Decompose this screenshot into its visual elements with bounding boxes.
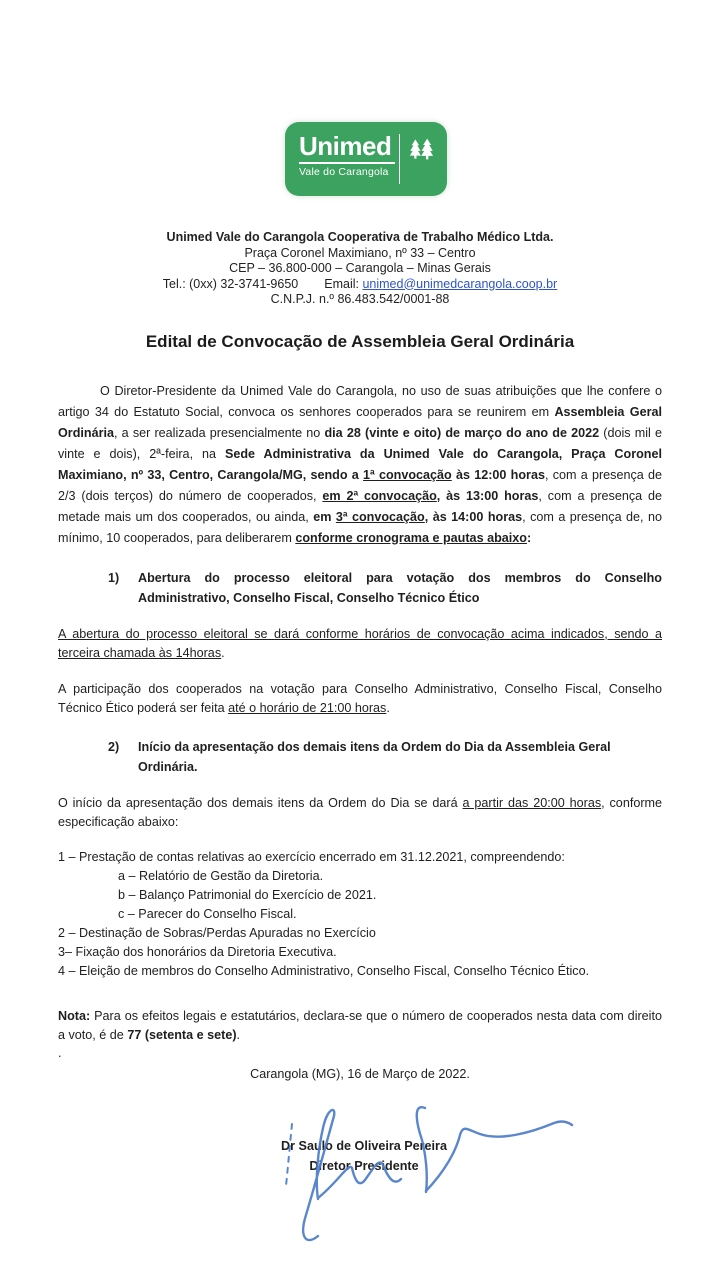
intro-paragraph: O Diretor-Presidente da Unimed Vale do Carangola, no uso de suas atribuições que lhe confere o artigo 34 do Estatuto Social, convoca os senhores cooperados para se reunirem em Assembleia Geral Ordinária, a ser realizada presencialmente no dia 28 (vinte e oito) de março do ano de 2022 (dois mil e vinte e dois), 2ª-feira, na Sede Administrativa da Unimed Vale do Carangola, Praça Coronel Maximiano, nº 33, Centro, Carangola/MG, sendo a 1ª convocação às 12:00 horas, com a presença de 2/3 (dois terços) do número de cooperados, em 2ª convocação, às 13:00 horas, com a presença de metade mais um dos cooperados, ou ainda, em 3ª convocação, às 14:00 horas, com a presença de, no mínimo, 10 cooperados, para deliberarem conforme cronograma e pautas abaixo: [58, 383, 663, 545]
agenda-item-2 [58, 737, 662, 777]
ordem-line-1: 1 – Prestação de contas relativas ao exercício encerrado em 31.12.2021, compreendendo: [58, 849, 565, 864]
logo-vertical-divider [399, 134, 400, 184]
logo-text-block [299, 132, 395, 188]
logo-brand-text: Unimed [299, 131, 392, 161]
document-page [0, 122, 720, 1270]
participacao-paragraph: A participação dos cooperados na votação para Conselho Administrativo, Conselho Fiscal, Conselho Técnico Ético poderá ser feita até o horário de 21:00 horas. [58, 681, 662, 715]
ordem-line-3: 3– Fixação dos honorários da Diretoria Executiva. [58, 944, 337, 959]
company-cep: CEP – 36.800-000 – Carangola – Minas Gerais [229, 261, 491, 275]
ordem-line-1c: c – Parecer do Conselho Fiscal. [118, 906, 297, 921]
signer-name: Dr Saulo de Oliveira Pereira [281, 1138, 447, 1153]
nota-paragraph: Nota: Para os efeitos legais e estatutários, declara-se que o número de cooperados nesta data com direito a voto, é de 77 (setenta e sete). [58, 1008, 662, 1042]
logo-divider [299, 162, 395, 164]
document-body [58, 381, 662, 1176]
agenda-item-1-text: Abertura do processo eleitoral para votação dos membros do Conselho Administrativo, Conselho Fiscal, Conselho Técnico Ético [138, 570, 662, 605]
ordem-do-dia-list [58, 848, 662, 981]
company-contact-line [0, 277, 720, 293]
ordem-line-2: 2 – Destinação de Sobras/Perdas Apuradas no Exercício [58, 925, 376, 940]
company-cnpj: C.N.P.J. n.º 86.483.542/0001-88 [270, 292, 450, 306]
inicio-paragraph: O início da apresentação dos demais itens da Ordem do Dia se dará a partir das 20:00 horas, conforme especificação abaixo: [58, 795, 663, 829]
ordem-line-4: 4 – Eleição de membros do Conselho Administrativo, Conselho Fiscal, Conselho Técnico Ético. [58, 963, 590, 978]
agenda-item-2-text: Início da apresentação dos demais itens da Ordem do Dia da Assembleia Geral Ordinária. [138, 739, 611, 774]
pine-trees-icon [408, 134, 435, 164]
stray-period: . [58, 1045, 62, 1060]
abertura-paragraph: A abertura do processo eleitoral se dará conforme horários de convocação acima indicados, sendo a terceira chamada às 14horas. [58, 626, 662, 660]
agenda-item-2-number: 2) [108, 739, 120, 754]
logo-subtitle-text: Vale do Carangola [299, 166, 389, 178]
ordem-line-1b: b – Balanço Patrimonial do Exercício de 2021. [118, 887, 377, 902]
email-label: Email: [324, 276, 359, 291]
ordem-line-1a: a – Relatório de Gestão da Diretoria. [118, 868, 324, 883]
company-address: Praça Coronel Maximiano, nº 33 – Centro [244, 245, 476, 260]
agenda-item-1 [58, 568, 662, 608]
document-title: Edital de Convocação de Assembleia Geral Ordinária [145, 331, 575, 351]
email-link[interactable]: unimed@unimedcarangola.coop.br [362, 276, 558, 291]
unimed-logo [285, 122, 447, 196]
agenda-item-1-number: 1) [108, 570, 120, 585]
company-name: Unimed Vale do Carangola Cooperativa de Trabalho Médico Ltda. [166, 230, 554, 244]
letterhead [0, 230, 720, 308]
company-tel: Tel.: (0xx) 32-3741-9650 [162, 276, 299, 291]
dateline: Carangola (MG), 16 de Março de 2022. [250, 1066, 470, 1081]
signature-block [62, 1136, 666, 1176]
signer-title: Diretor Presidente [309, 1158, 419, 1173]
